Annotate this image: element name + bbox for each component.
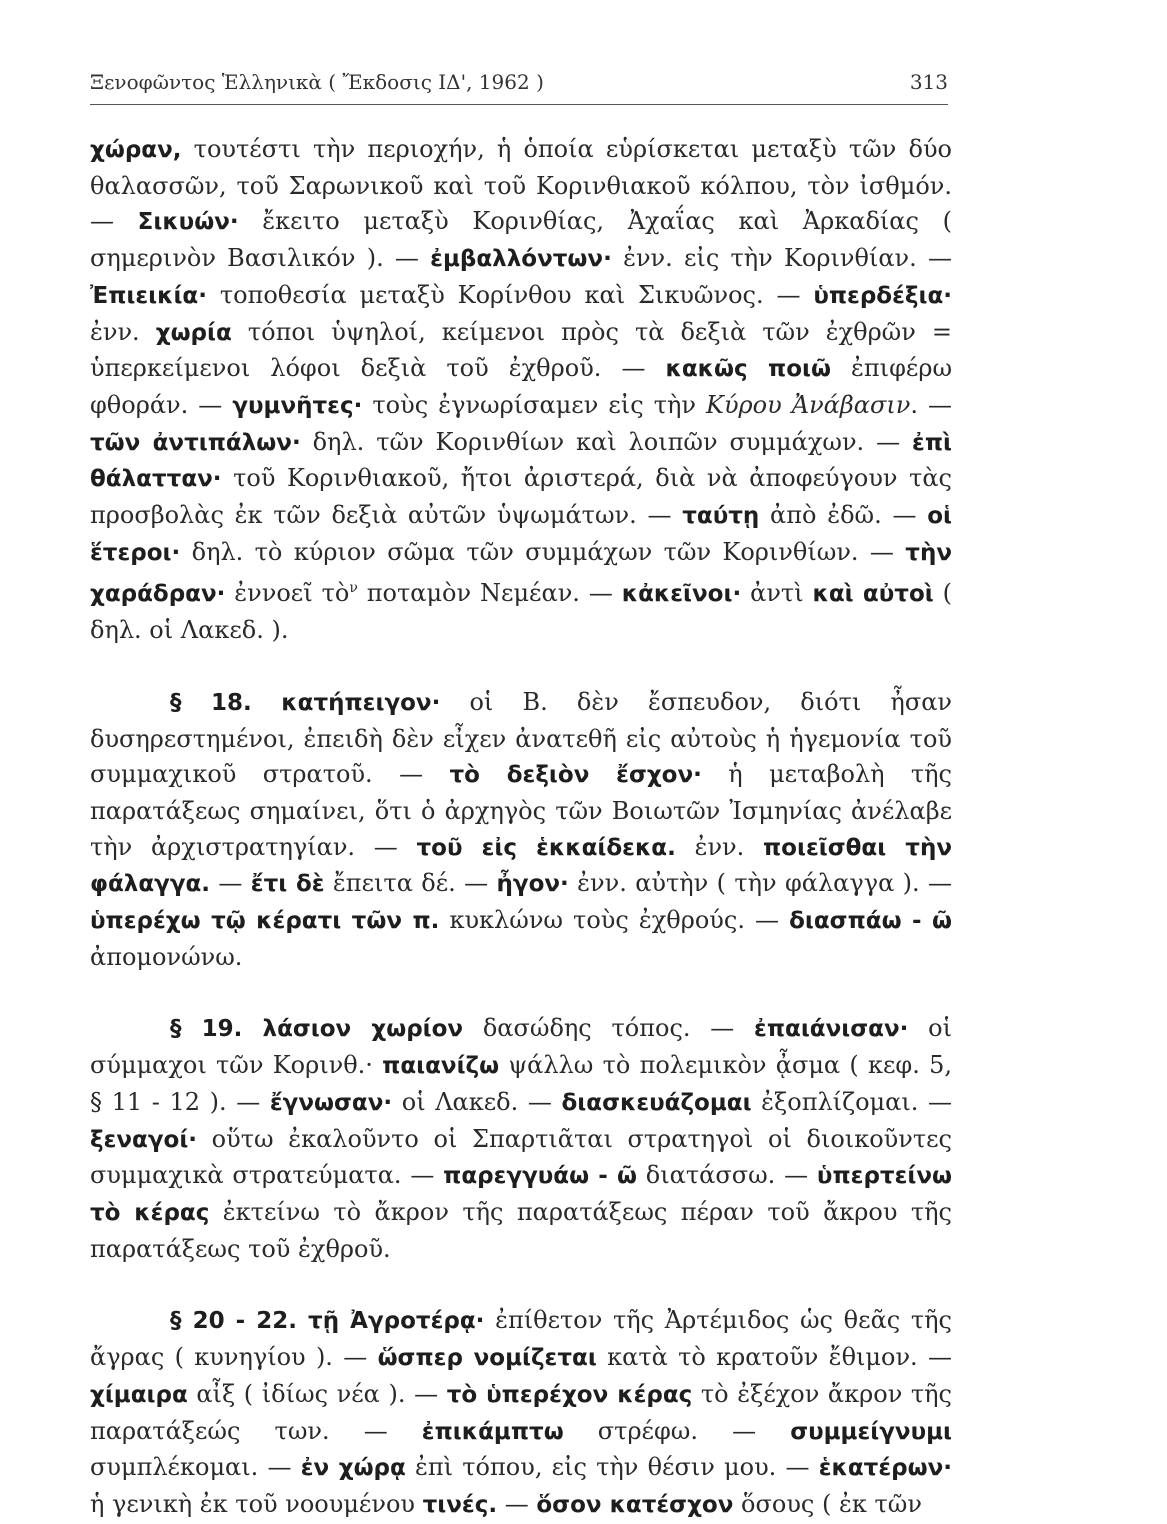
page-number: 313 — [909, 70, 948, 94]
section-19: § 19. λάσιον χωρίον δασώδης τόπος. — ἐπαιάνισαν· οἱ σύμμαχοι τῶν Κορινθ.· παιανίζω ψάλλω τὸ πολεμικὸν ᾆσμα ( κεφ. 5, § 11 - 12 ). — ἔγνωσαν· οἱ Λακεδ. — διασκευάζομαι ἐξοπλίζομαι. — ξεναγοί· οὕτω ἐκαλοῦντο οἱ Σπαρτιᾶται στρατηγοὶ οἱ διοικοῦντες συμμαχικὰ στρατεύματα. — παρεγγυάω - ῶ διατάσσω. — ὑπερτείνω τὸ κέρας ἐκτείνω τὸ ἄκρον τῆς παρατάξεως πέραν τοῦ ἄκρου τῆς παρατάξεως τοῦ ἐχθροῦ. — [90, 1014, 953, 1263]
lemma: παιανίζω — [382, 1053, 500, 1080]
lemma: τῶν ἀντιπάλων· — [90, 429, 301, 456]
running-header — [90, 70, 948, 94]
lemma: διασκευάζομαι — [561, 1089, 752, 1116]
lemma: ὑπερδέξια· — [813, 282, 952, 309]
book-title: Κύρου Ἀνάβασιν — [706, 390, 911, 419]
lemma: ἐν χώρᾳ — [300, 1455, 406, 1482]
lemma: ποιεῖσθαι τὴν φάλαγγα. — [90, 834, 953, 898]
lemma: τὸ ὑπερέχον κέρας — [446, 1381, 693, 1408]
lemma: § 19. λάσιον χωρίον — [170, 1016, 464, 1043]
lemma: ἦγον· — [496, 871, 569, 898]
header-rule — [90, 104, 948, 105]
section-20-22: § 20 - 22. τῇ Ἀγροτέρᾳ· ἐπίθετον τῆς Ἀρτέμιδος ὡς θεᾶς τῆς ἄγρας ( κυνηγίου ). — ὥσπερ νομίζεται κατὰ τὸ κρατοῦν ἔθιμον. — χίμαιρα αἶξ ( ἰδίως νέα ). — τὸ ὑπερέχον κέρας τὸ ἐξέχον ἄκρον τῆς παρατάξεώς των. — ἐπικάμπτω στρέφω. — συμμείγνυμι συμπλέκομαι. — ἐν χώρᾳ ἐπὶ τόπου, εἰς τὴν θέσιν μου. — ἑκατέρων· ἡ γενικὴ ἐκ τοῦ νοουμένου τινές. — ὅσον κατέσχον ὅσους ( ἐκ τῶν — [90, 1306, 952, 1518]
lemma: χίμαιρα — [90, 1381, 188, 1408]
lemma: τινές. — [422, 1491, 498, 1518]
lemma: γυμνῆτες· — [232, 392, 363, 419]
paragraph-continuation: χώραν, τουτέστι τὴν περιοχήν, ἡ ὁποία εὑρίσκεται μεταξὺ τῶν δύο θαλασσῶν, τοῦ Σαρωνικοῦ καὶ τοῦ Κορινθιακοῦ κόλπου, τὸν ἰσθμόν. — Σικυών· ἔκειτο μεταξὺ Κορινθίας, Ἀχαΐας καὶ Ἀρκαδίας ( σημερινὸν Βασιλικόν ). — ἐμβαλλόντων· ἐνν. εἰς τὴν Κορινθίαν. — Ἐπιεικία· τοποθεσία μεταξὺ Κορίνθου καὶ Σικυῶνος. — ὑπερδέξια· ἐνν. χωρία τόποι ὑψηλοί, κείμενοι πρὸς τὰ δεξιὰ τῶν ἐχθρῶν = ὑπερκείμενοι λόφοι δεξιὰ τοῦ ἐχθροῦ. — κακῶς ποιῶ ἐπιφέρω φθοράν. — γυμνῆτες· τοὺς ἐγνωρίσαμεν εἰς τὴν Κύρου Ἀνάβασιν. — τῶν ἀντιπάλων· δηλ. τῶν Κορινθίων καὶ λοιπῶν συμμάχων. — ἐπὶ θάλατταν· τοῦ Κορινθιακοῦ, ἤτοι ἀριστερά, διὰ νὰ ἀποφεύγουν τὰς προσβολὰς ἐκ τῶν δεξιὰ αὐτῶν ὑψωμάτων. — ταύτῃ ἀπὸ ἐδῶ. — οἱ ἕτεροι· δηλ. τὸ κύριον σῶμα τῶν συμμάχων τῶν Κορινθίων. — τὴν χαράδραν· ἐννοεῖ τὸ$^\nu$ ποταμὸν Νεμέαν. — κἀκεῖνοι· ἀντὶ καὶ αὐτοὶ ( δηλ. οἱ Λακεδ. ). — [90, 135, 953, 645]
lemma: κἀκεῖνοι· — [621, 581, 742, 608]
lemma: παρεγγυάω - ῶ — [443, 1163, 637, 1190]
lemma: ἐπὶ θάλατταν· — [90, 429, 952, 493]
lemma: καὶ αὐτοὶ — [812, 581, 934, 608]
lemma: ταύτῃ — [682, 503, 760, 530]
lemma: ἔτι δὲ — [250, 871, 325, 898]
lemma: τὴν χαράδραν· — [90, 539, 952, 608]
section-18: § 18. κατήπειγον· οἱ Β. δὲν ἔσπευδον, διότι ἦσαν δυσηρεστημένοι, ἐπειδὴ δὲν εἶχεν ἀνατεθῆ εἰς αὐτοὺς ἡ ἡγεμονία τοῦ συμμαχικοῦ στρατοῦ. — τὸ δεξιὸν ἔσχον· ἡ μεταβολὴ τῆς παρατάξεως σημαίνει, ὅτι ὁ ἀρχηγὸς τῶν Βοιωτῶν Ἰσμηνίας ἀνέλαβε τὴν ἀρχιστρατηγίαν. — τοῦ εἰς ἑκκαίδεκα. ἐνν. ποιεῖσθαι τὴν φάλαγγα. — ἔτι δὲ ἔπειτα δέ. — ἦγον· ἐνν. αὐτὴν ( τὴν φάλαγγα ). — ὑπερέχω τῷ κέρατι τῶν π. κυκλώνω τοὺς ἐχθρούς. — διασπάω - ῶ ἀπομονώνω. — [90, 687, 953, 971]
lemma: διασπάω - ῶ — [789, 908, 952, 935]
lemma: Ἐπιεικία· — [90, 282, 207, 309]
lemma: ὑπερέχω τῷ κέρατι τῶν π. — [90, 908, 440, 935]
lemma: § 18. κατήπειγον· — [170, 689, 441, 716]
lemma: ἐμβαλλόντων· — [430, 246, 612, 273]
lemma: ὑπερτείνω τὸ κέρας — [90, 1163, 953, 1226]
lemma: ξεναγοί· — [90, 1126, 198, 1153]
commentary-text — [90, 132, 952, 1524]
lemma: κακῶς ποιῶ — [665, 356, 831, 383]
lemma: συμμείγνυμι — [790, 1418, 952, 1445]
lemma: ἐπικάμπτω — [421, 1418, 564, 1445]
lemma: χώραν, — [90, 137, 182, 163]
lemma: ἑκατέρων· — [818, 1455, 952, 1482]
lemma: χωρία — [155, 319, 232, 346]
lemma: ὥσπερ νομίζεται — [377, 1345, 597, 1372]
lemma: ἐπαιάνισαν· — [754, 1016, 909, 1043]
lemma: ὅσον κατέσχον — [536, 1491, 734, 1518]
lemma: Σικυών· — [137, 209, 239, 236]
lemma: τοῦ εἰς ἑκκαίδεκα. — [416, 834, 676, 861]
lemma: τὸ δεξιὸν ἔσχον· — [449, 762, 702, 789]
lemma: οἱ ἕτεροι· — [90, 503, 952, 566]
running-title: Ξενοφῶντος Ἑλληνικὰ ( Ἔκδοσις ΙΔ', 1962 ) — [90, 70, 544, 94]
lemma: ἔγνωσαν· — [269, 1089, 393, 1116]
lemma: § 20 - 22. τῇ Ἀγροτέρᾳ· — [170, 1308, 485, 1335]
